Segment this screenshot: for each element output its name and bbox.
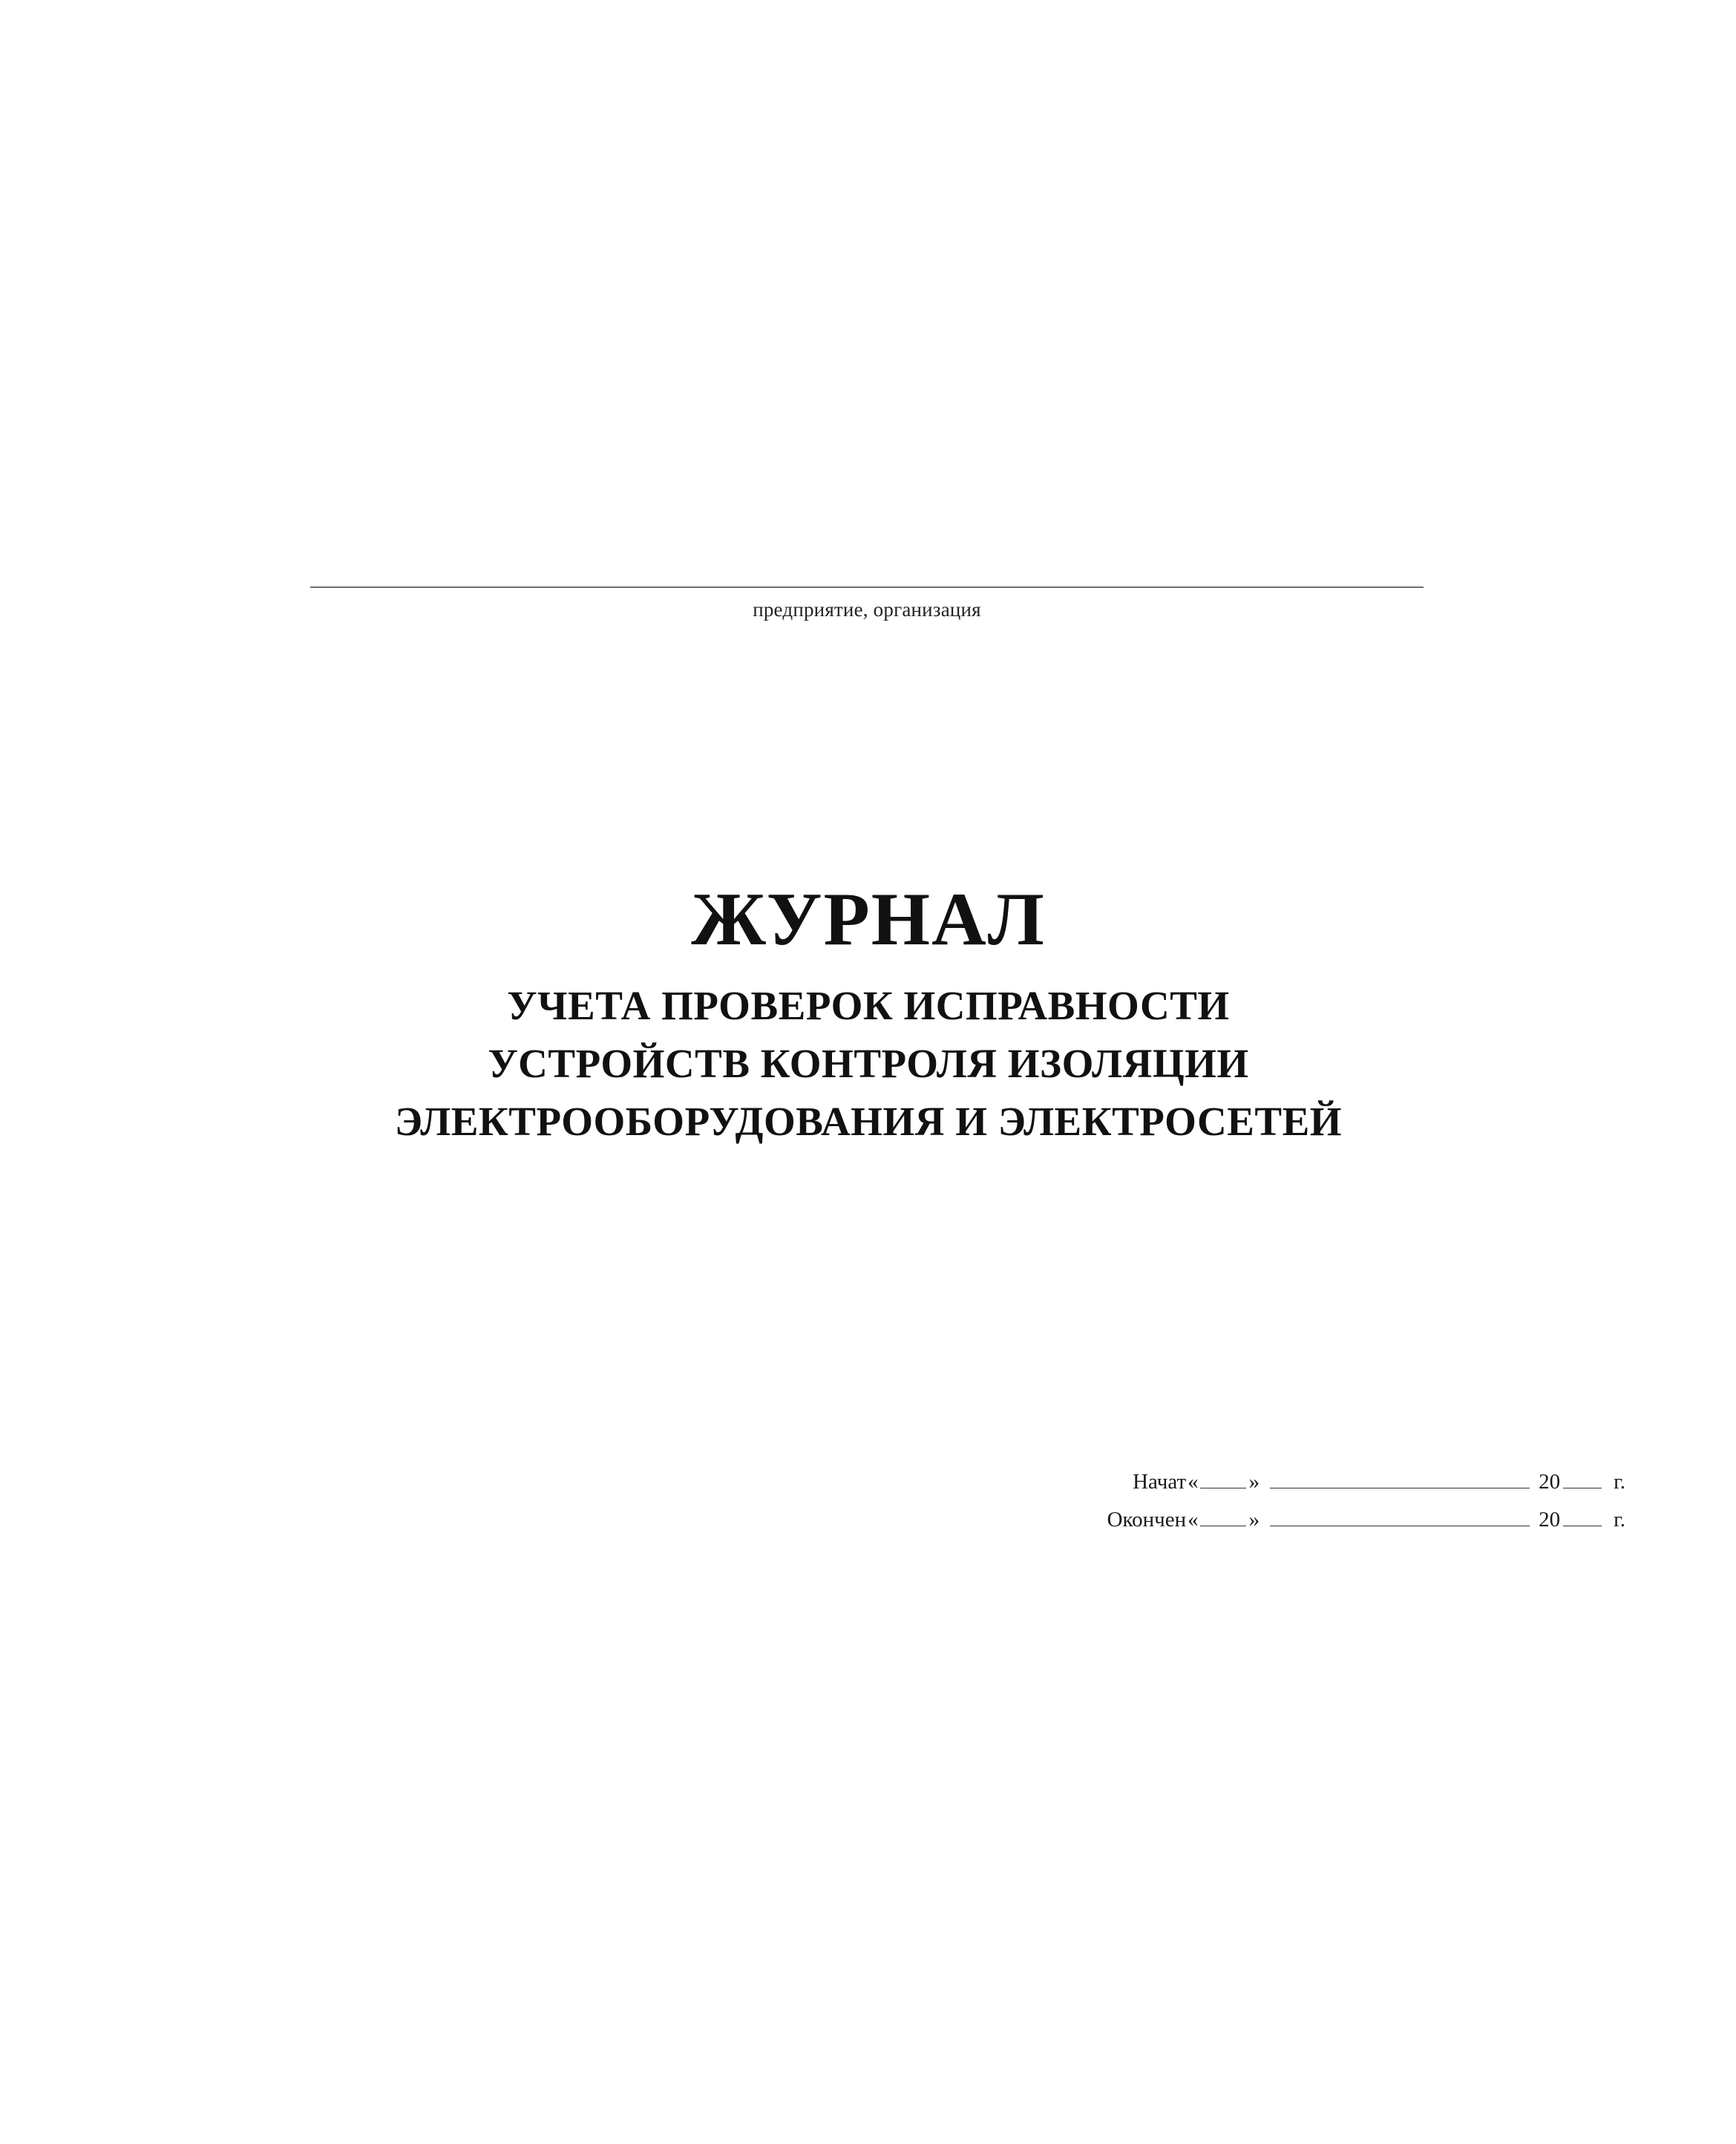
- organization-fill-line[interactable]: [310, 586, 1424, 588]
- page-subtitle-line-3: ЭЛЕКТРООБОРУДОВАНИЯ И ЭЛЕКТРОСЕТЕЙ: [394, 1099, 1343, 1145]
- date-started-quote-open: «: [1188, 1470, 1199, 1494]
- dates-block: [987, 1470, 1625, 1546]
- organization-caption: предприятие, организация: [753, 598, 981, 621]
- date-started-day-field[interactable]: [1200, 1470, 1246, 1488]
- date-started-month-field[interactable]: [1270, 1470, 1530, 1488]
- page-subtitle: [223, 977, 1514, 1151]
- date-finished-quote-close: »: [1248, 1508, 1260, 1532]
- date-started-label: Начат: [1133, 1470, 1187, 1494]
- title-block: [223, 877, 1514, 1151]
- date-started-quote-close: »: [1248, 1470, 1260, 1494]
- page-subtitle-line-1: УЧЕТА ПРОВЕРОК ИСПРАВНОСТИ: [507, 983, 1230, 1029]
- date-finished-year-suffix: г.: [1614, 1508, 1625, 1532]
- date-started-year-suffix: г.: [1614, 1470, 1625, 1494]
- organization-block: [310, 586, 1424, 621]
- date-finished-label: Окончен: [1107, 1508, 1187, 1532]
- page-title: ЖУРНАЛ: [691, 877, 1046, 961]
- date-started-year-prefix: 20: [1539, 1470, 1561, 1494]
- date-finished-quote-open: «: [1188, 1508, 1199, 1532]
- page-subtitle-line-2: УСТРОЙСТВ КОНТРОЛЯ ИЗОЛЯЦИИ: [488, 1041, 1249, 1087]
- date-started-year-field[interactable]: [1563, 1470, 1602, 1488]
- date-finished-month-field[interactable]: [1270, 1508, 1530, 1526]
- date-finished-year-field[interactable]: [1563, 1508, 1602, 1526]
- date-started-row: [987, 1470, 1625, 1494]
- date-finished-day-field[interactable]: [1200, 1508, 1246, 1526]
- date-finished-row: [987, 1508, 1625, 1532]
- date-finished-year-prefix: 20: [1539, 1508, 1561, 1532]
